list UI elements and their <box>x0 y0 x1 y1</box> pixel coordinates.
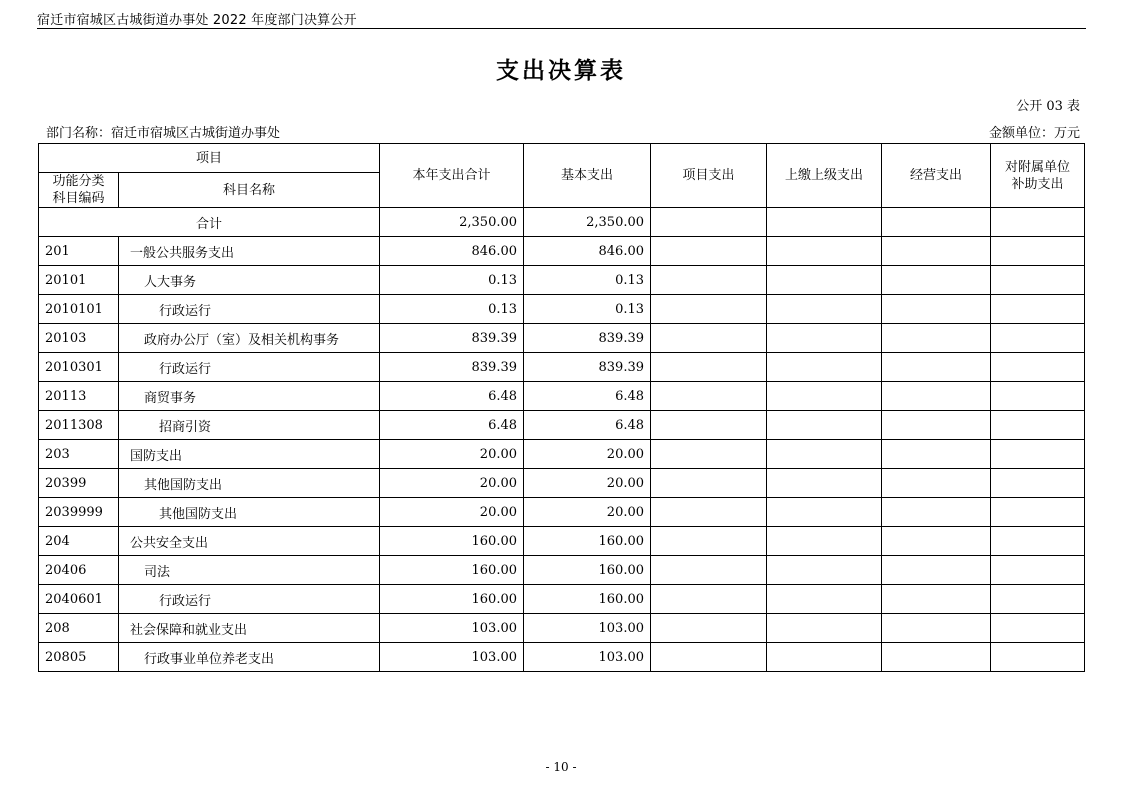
expenditure-table <box>38 143 1085 672</box>
row-name: 社会保障和就业支出 <box>119 614 380 643</box>
row-upper <box>767 585 882 614</box>
row-name: 行政运行 <box>119 585 380 614</box>
row-basic: 6.48 <box>524 411 651 440</box>
row-code: 2010301 <box>39 353 119 382</box>
row-subsidy <box>991 382 1085 411</box>
table-row <box>39 469 1085 498</box>
row-name: 行政运行 <box>119 353 380 382</box>
row-subsidy <box>991 614 1085 643</box>
row-basic: 839.39 <box>524 324 651 353</box>
page-number: - 10 - <box>545 760 577 774</box>
row-business <box>882 411 991 440</box>
row-basic: 103.00 <box>524 643 651 672</box>
row-project <box>651 353 767 382</box>
table-row <box>39 614 1085 643</box>
row-total: 839.39 <box>380 324 524 353</box>
row-total: 839.39 <box>380 353 524 382</box>
row-code: 203 <box>39 440 119 469</box>
row-project <box>651 643 767 672</box>
table-row <box>39 527 1085 556</box>
row-subsidy <box>991 411 1085 440</box>
row-total: 160.00 <box>380 527 524 556</box>
row-subsidy <box>991 353 1085 382</box>
row-subsidy <box>991 498 1085 527</box>
table-row <box>39 382 1085 411</box>
row-business <box>882 643 991 672</box>
row-name: 商贸事务 <box>119 382 380 411</box>
table-row <box>39 295 1085 324</box>
row-code: 208 <box>39 614 119 643</box>
row-name: 其他国防支出 <box>119 469 380 498</box>
row-name: 行政事业单位养老支出 <box>119 643 380 672</box>
row-upper <box>767 614 882 643</box>
row-project <box>651 411 767 440</box>
row-project <box>651 469 767 498</box>
total-upper <box>767 208 882 237</box>
row-business <box>882 353 991 382</box>
row-subsidy <box>991 643 1085 672</box>
page-title: 支出决算表 <box>496 58 626 84</box>
row-code: 2040601 <box>39 585 119 614</box>
row-name: 一般公共服务支出 <box>119 237 380 266</box>
row-basic: 0.13 <box>524 295 651 324</box>
row-upper <box>767 237 882 266</box>
row-basic: 20.00 <box>524 498 651 527</box>
table-row <box>39 498 1085 527</box>
header-upper: 上缴上级支出 <box>767 144 882 208</box>
row-code: 2011308 <box>39 411 119 440</box>
row-project <box>651 527 767 556</box>
row-project <box>651 382 767 411</box>
row-project <box>651 324 767 353</box>
header-item-group: 项目 <box>39 144 380 173</box>
table-row <box>39 643 1085 672</box>
table-row <box>39 411 1085 440</box>
row-total: 103.00 <box>380 643 524 672</box>
row-subsidy <box>991 469 1085 498</box>
row-code: 20113 <box>39 382 119 411</box>
row-subsidy <box>991 585 1085 614</box>
header-name: 科目名称 <box>119 173 380 208</box>
header-code-line1: 功能分类 <box>52 174 105 189</box>
table-number: 公开 03 表 <box>1016 99 1080 114</box>
header-subsidy-line1: 对附属单位 <box>1005 159 1071 175</box>
total-basic: 2,350.00 <box>524 208 651 237</box>
table-row <box>39 266 1085 295</box>
table-header <box>39 144 1085 208</box>
total-subsidy <box>991 208 1085 237</box>
row-business <box>882 498 991 527</box>
row-basic: 6.48 <box>524 382 651 411</box>
row-code: 204 <box>39 527 119 556</box>
table-row <box>39 353 1085 382</box>
row-upper <box>767 266 882 295</box>
row-name: 国防支出 <box>119 440 380 469</box>
row-project <box>651 237 767 266</box>
row-total: 6.48 <box>380 382 524 411</box>
row-business <box>882 527 991 556</box>
header-rule <box>37 28 1086 29</box>
row-business <box>882 237 991 266</box>
row-upper <box>767 382 882 411</box>
row-project <box>651 556 767 585</box>
table-row <box>39 440 1085 469</box>
row-basic: 103.00 <box>524 614 651 643</box>
row-project <box>651 614 767 643</box>
total-label: 合计 <box>39 208 380 237</box>
row-upper <box>767 411 882 440</box>
row-business <box>882 295 991 324</box>
row-business <box>882 585 991 614</box>
row-subsidy <box>991 556 1085 585</box>
row-name: 招商引资 <box>119 411 380 440</box>
header-code-line2: 科目编码 <box>52 191 105 206</box>
row-code: 2039999 <box>39 498 119 527</box>
table-body <box>39 208 1085 672</box>
row-total: 103.00 <box>380 614 524 643</box>
row-code: 20406 <box>39 556 119 585</box>
row-business <box>882 266 991 295</box>
row-name: 司法 <box>119 556 380 585</box>
row-project <box>651 295 767 324</box>
row-subsidy <box>991 266 1085 295</box>
row-basic: 20.00 <box>524 469 651 498</box>
row-upper <box>767 498 882 527</box>
row-upper <box>767 353 882 382</box>
row-subsidy <box>991 237 1085 266</box>
table-row <box>39 585 1085 614</box>
row-basic: 20.00 <box>524 440 651 469</box>
row-code: 2010101 <box>39 295 119 324</box>
row-upper <box>767 556 882 585</box>
row-code: 20103 <box>39 324 119 353</box>
header-subsidy-line2: 补助支出 <box>1011 176 1064 192</box>
row-total: 20.00 <box>380 469 524 498</box>
row-basic: 160.00 <box>524 556 651 585</box>
row-business <box>882 382 991 411</box>
row-upper <box>767 295 882 324</box>
row-project <box>651 585 767 614</box>
row-total: 846.00 <box>380 237 524 266</box>
row-total: 20.00 <box>380 440 524 469</box>
department-name: 部门名称：宿迁市宿城区古城街道办事处 <box>46 126 281 141</box>
row-project <box>651 440 767 469</box>
row-business <box>882 469 991 498</box>
header-basic: 基本支出 <box>524 144 651 208</box>
row-business <box>882 556 991 585</box>
row-basic: 839.39 <box>524 353 651 382</box>
header-subsidy <box>991 144 1085 208</box>
row-upper <box>767 324 882 353</box>
row-subsidy <box>991 295 1085 324</box>
row-code: 20101 <box>39 266 119 295</box>
row-total: 0.13 <box>380 295 524 324</box>
header-business: 经营支出 <box>882 144 991 208</box>
row-basic: 0.13 <box>524 266 651 295</box>
running-header: 宿迁市宿城区古城街道办事处 2022 年度部门决算公开 <box>37 13 357 28</box>
row-code: 20805 <box>39 643 119 672</box>
amount-unit: 金额单位：万元 <box>988 126 1080 141</box>
row-name: 政府办公厅（室）及相关机构事务 <box>119 324 380 353</box>
row-basic: 160.00 <box>524 527 651 556</box>
row-name: 其他国防支出 <box>119 498 380 527</box>
row-total: 6.48 <box>380 411 524 440</box>
row-total: 0.13 <box>380 266 524 295</box>
row-subsidy <box>991 527 1085 556</box>
row-business <box>882 324 991 353</box>
row-basic: 846.00 <box>524 237 651 266</box>
row-total: 160.00 <box>380 585 524 614</box>
row-subsidy <box>991 324 1085 353</box>
total-row <box>39 208 1085 237</box>
row-business <box>882 440 991 469</box>
row-upper <box>767 643 882 672</box>
row-upper <box>767 527 882 556</box>
row-total: 20.00 <box>380 498 524 527</box>
row-name: 行政运行 <box>119 295 380 324</box>
row-code: 201 <box>39 237 119 266</box>
row-project <box>651 498 767 527</box>
row-project <box>651 266 767 295</box>
row-subsidy <box>991 440 1085 469</box>
row-name: 公共安全支出 <box>119 527 380 556</box>
total-project <box>651 208 767 237</box>
table-row <box>39 324 1085 353</box>
header-code <box>39 173 119 208</box>
row-total: 160.00 <box>380 556 524 585</box>
row-upper <box>767 469 882 498</box>
header-total: 本年支出合计 <box>380 144 524 208</box>
table-row <box>39 237 1085 266</box>
header-project: 项目支出 <box>651 144 767 208</box>
row-name: 人大事务 <box>119 266 380 295</box>
row-business <box>882 614 991 643</box>
row-basic: 160.00 <box>524 585 651 614</box>
row-upper <box>767 440 882 469</box>
total-amount: 2,350.00 <box>380 208 524 237</box>
total-business <box>882 208 991 237</box>
table-row <box>39 556 1085 585</box>
row-code: 20399 <box>39 469 119 498</box>
